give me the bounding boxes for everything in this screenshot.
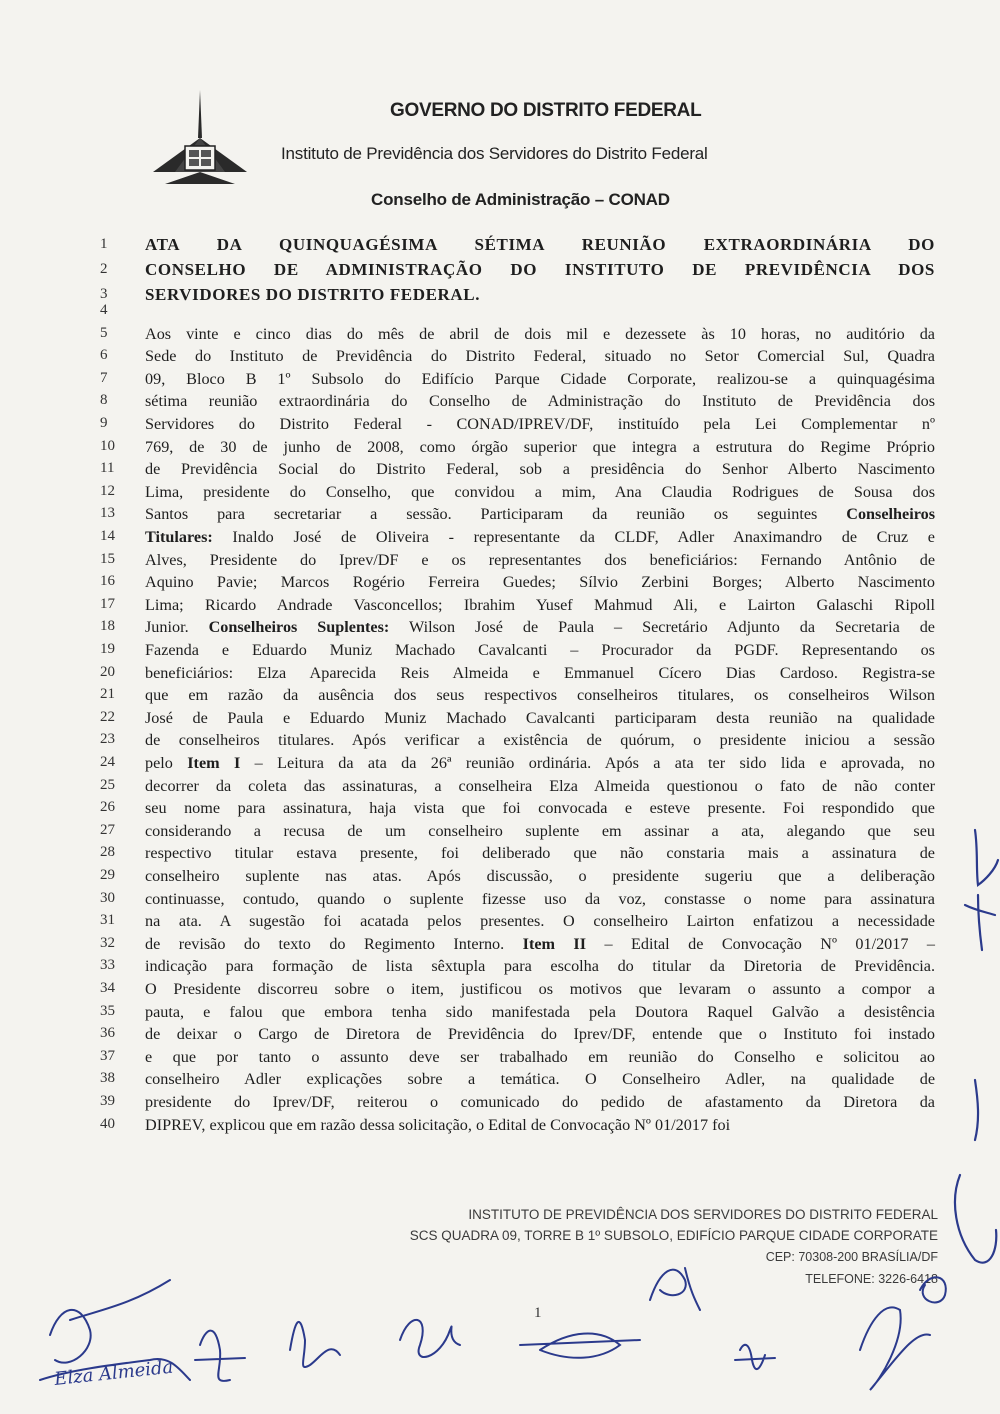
- line-text: CONSELHO DE ADMINISTRAÇÃO DO INSTITUTO DE PREVIDÊNCIA DOS: [145, 260, 935, 279]
- minutes-line: [0, 549, 1000, 571]
- line-number: 20: [100, 663, 115, 680]
- minutes-line: [0, 571, 1000, 593]
- minutes-line: [0, 865, 1000, 887]
- line-number: 22: [100, 708, 115, 725]
- line-number: 28: [100, 844, 115, 861]
- line-text: pauta, e falou que embora tenha sido manifestada pela Doutora Raquel Galvão a desistência: [145, 1002, 935, 1021]
- line-text: conselheiro Adler explicações sobre a temática. O Conselheiro Adler, na qualidade de: [145, 1070, 935, 1089]
- line-number: 26: [100, 799, 115, 816]
- line-text: indicação para formação de lista sêxtupla para escolha do titular da Diretoria de Previdência.: [145, 957, 935, 976]
- line-text: na ata. A sugestão foi acatada pelos presentes. O conselheiro Lairton enfatizou a necessidade: [145, 912, 935, 931]
- minutes-line: [0, 842, 1000, 864]
- line-number: 29: [100, 867, 115, 883]
- line-number: 32: [100, 934, 115, 951]
- line-text: O Presidente discorreu sobre o item, justificou os motivos que levaram o assunto a compor a: [145, 980, 935, 998]
- line-text: Santos para secretariar a sessão. Participaram da reunião os seguintes Conselheiros: [145, 505, 935, 524]
- line-number: 17: [100, 595, 115, 612]
- line-text: Servidores do Distrito Federal - CONAD/IPREV/DF, instituído pela Lei Complementar nº: [145, 415, 935, 433]
- line-number: 25: [100, 776, 115, 793]
- line-text: e que por tanto o assunto deve ser trabalhado em reunião do Conselho e solicitou ao: [145, 1047, 935, 1066]
- minutes-line: [0, 1046, 1000, 1068]
- line-number: 13: [100, 505, 115, 522]
- line-text: ATA DA QUINQUAGÉSIMA SÉTIMA REUNIÃO EXTRAORDINÁRIA DO: [145, 235, 935, 254]
- line-text: sétima reunião extraordinária do Conselho de Administração do Instituto de Previdência dos: [145, 392, 935, 411]
- line-text: Alves, Presidente do Iprev/DF e os representantes dos beneficiários: Fernando Antônio de: [145, 550, 935, 569]
- minutes-line: [0, 910, 1000, 932]
- minutes-line: [0, 978, 1000, 1000]
- line-number: 33: [100, 957, 115, 974]
- line-number: 30: [100, 889, 115, 906]
- brasilia-emblem-logo: [145, 88, 255, 188]
- minutes-line: [0, 300, 1000, 322]
- line-number: 35: [100, 1002, 115, 1019]
- line-text: conselheiro suplente nas atas. Após discussão, o presidente sugeriu que a deliberação: [145, 867, 935, 885]
- line-number: 5: [100, 324, 108, 341]
- minutes-line: [0, 481, 1000, 503]
- line-number: 39: [100, 1093, 115, 1109]
- line-text: pelo Item I – Leitura da ata da 26ª reunião ordinária. Após a ata ter sido lida e aprovada, no: [145, 754, 935, 772]
- line-number: 24: [100, 754, 115, 770]
- line-number: 8: [100, 392, 108, 409]
- minutes-line: [0, 729, 1000, 751]
- line-number: 1: [100, 236, 108, 252]
- minutes-line: [0, 368, 1000, 390]
- line-number: 12: [100, 482, 115, 499]
- line-text: de Previdência Social do Distrito Federal, sob a presidência do Senhor Alberto Nascimento: [145, 460, 935, 479]
- line-number: 14: [100, 528, 115, 544]
- header-institute: Instituto de Previdência dos Servidores do Distrito Federal: [281, 144, 708, 163]
- line-text: Junior. Conselheiros Suplentes: Wilson José de Paula – Secretário Adjunto da Secretaria de: [145, 618, 935, 637]
- line-number: 18: [100, 618, 115, 635]
- minutes-line: [0, 1023, 1000, 1045]
- minutes-line: [0, 413, 1000, 435]
- line-text: de revisão do texto do Regimento Interno. Item II – Edital de Convocação Nº 01/2017 –: [145, 934, 935, 953]
- minutes-line: [0, 888, 1000, 910]
- minutes-line: [0, 639, 1000, 661]
- line-text: Aos vinte e cinco dias do mês de abril de dois mil e dezessete às 10 horas, no auditório da: [145, 324, 935, 343]
- line-number: 19: [100, 641, 115, 657]
- minutes-line: [0, 390, 1000, 412]
- line-number: 34: [100, 980, 115, 996]
- minutes-line: [0, 797, 1000, 819]
- minutes-line: [0, 684, 1000, 706]
- header-council: Conselho de Administração – CONAD: [371, 190, 670, 209]
- line-text: que em razão da ausência dos seus respectivos conselheiros titulares, os conselheiros Wilson: [145, 686, 935, 705]
- elza-almeida-signature: Elza Almeida: [53, 1356, 175, 1390]
- footer-address: SCS QUADRA 09, TORRE B 1º SUBSOLO, EDIFÍCIO PARQUE CIDADE CORPORATE: [409, 1228, 938, 1243]
- minutes-line: [0, 345, 1000, 367]
- line-text: seu nome para assinatura, haja vista que foi convocada e esteve presente. Foi respondido que: [145, 799, 935, 818]
- footer-institute: INSTITUTO DE PREVIDÊNCIA DOS SERVIDORES DO DISTRITO FEDERAL: [468, 1207, 938, 1222]
- line-number: 11: [100, 460, 115, 477]
- line-text: DIPREV, explicou que em razão dessa solicitação, o Edital de Convocação Nº 01/2017 foi: [145, 1115, 731, 1134]
- line-number: 21: [100, 686, 115, 703]
- minutes-line: [0, 458, 1000, 480]
- line-number: 40: [100, 1115, 115, 1132]
- minutes-line: [0, 526, 1000, 548]
- line-text: continuasse, contudo, quando o suplente fizesse uso da voz, constasse o nome para assinatura: [145, 889, 935, 908]
- line-number: 10: [100, 437, 115, 454]
- footer-zip: CEP: 70308-200 BRASÍLIA/DF: [765, 1250, 938, 1264]
- line-number: 3: [100, 286, 108, 302]
- minutes-line: [0, 594, 1000, 616]
- line-text: respectivo titular estava presente, foi deliberado que não constaria mais a assinatura de: [145, 844, 935, 863]
- line-number: 6: [100, 347, 108, 364]
- line-number: 23: [100, 731, 115, 748]
- minutes-line: [0, 1001, 1000, 1023]
- line-text: José de Paula e Eduardo Muniz Machado Cavalcanti participaram desta reunião na qualidade: [145, 708, 935, 727]
- minutes-line: [0, 234, 1000, 256]
- minutes-line: [0, 775, 1000, 797]
- line-number: 9: [100, 415, 108, 431]
- line-text: decorrer da coleta das assinaturas, a conselheira Elza Almeida questionou o fato de não conter: [145, 776, 935, 795]
- line-text: beneficiários: Elza Aparecida Reis Almeida e Emmanuel Cícero Dias Cardoso. Registra-se: [145, 663, 935, 682]
- minutes-line: [0, 259, 1000, 281]
- line-number: 2: [100, 261, 108, 277]
- line-text: 09, Bloco B 1º Subsolo do Edifício Parque Cidade Corporate, realizou-se a quinquagésima: [145, 369, 935, 388]
- minutes-line: [0, 707, 1000, 729]
- line-number: 16: [100, 573, 115, 590]
- minutes-line: [0, 955, 1000, 977]
- minutes-line: [0, 933, 1000, 955]
- minutes-line: [0, 1114, 1000, 1136]
- minutes-line: [0, 1068, 1000, 1090]
- line-text: Aquino Pavie; Marcos Rogério Ferreira Guedes; Sílvio Zerbini Borges; Alberto Nascimento: [145, 573, 935, 592]
- line-number: 4: [100, 302, 108, 318]
- page-number: 1: [534, 1305, 542, 1321]
- line-number: 27: [100, 821, 115, 838]
- line-text: Sede do Instituto de Previdência do Distrito Federal, situado no Setor Comercial Sul, Quadra: [145, 347, 935, 366]
- minutes-line: [0, 323, 1000, 345]
- header-government: GOVERNO DO DISTRITO FEDERAL: [390, 100, 702, 121]
- line-text: SERVIDORES DO DISTRITO FEDERAL.: [145, 285, 481, 304]
- minutes-line: [0, 436, 1000, 458]
- minutes-line: [0, 820, 1000, 842]
- minutes-line: [0, 616, 1000, 638]
- line-text: considerando a recusa de um conselheiro suplente em assinar a ata, alegando que seu: [145, 821, 935, 840]
- minutes-line: [0, 1091, 1000, 1113]
- minutes-line: [0, 752, 1000, 774]
- line-number: 38: [100, 1070, 115, 1087]
- footer-phone: TELEFONE: 3226-6418: [805, 1272, 938, 1286]
- line-text: Lima; Ricardo Andrade Vasconcellos; Ibrahim Yusef Mahmud Ali, e Lairton Galaschi Ripoll: [145, 595, 935, 614]
- line-text: Titulares: Inaldo José de Oliveira - representante da CLDF, Adler Anaximandro de Cruz e: [145, 528, 935, 546]
- bottom-signatures: [40, 1268, 946, 1390]
- line-text: presidente do Iprev/DF, reiterou o comunicado do pedido de afastamento da Diretora da: [145, 1093, 935, 1111]
- line-number: 7: [100, 369, 108, 386]
- line-number: 37: [100, 1047, 115, 1064]
- line-number: 36: [100, 1025, 115, 1042]
- minutes-line: [0, 503, 1000, 525]
- line-number: 15: [100, 550, 115, 567]
- line-text: Fazenda e Eduardo Muniz Machado Cavalcanti – Procurador da PGDF. Representando os: [145, 641, 935, 659]
- line-text: de deixar o Cargo de Diretora de Previdência do Iprev/DF, entende que o Instituto foi instado: [145, 1025, 935, 1044]
- line-number: 31: [100, 912, 115, 929]
- line-text: 769, de 30 de junho de 2008, como órgão superior que integra a estrutura do Regime Próprio: [145, 437, 935, 456]
- line-text: Lima, presidente do Conselho, que convidou a mim, Ana Claudia Rodrigues de Sousa dos: [145, 482, 935, 501]
- line-text: de conselheiros titulares. Após verificar a existência de quórum, o presidente iniciou a sessão: [145, 731, 935, 750]
- minutes-line: [0, 662, 1000, 684]
